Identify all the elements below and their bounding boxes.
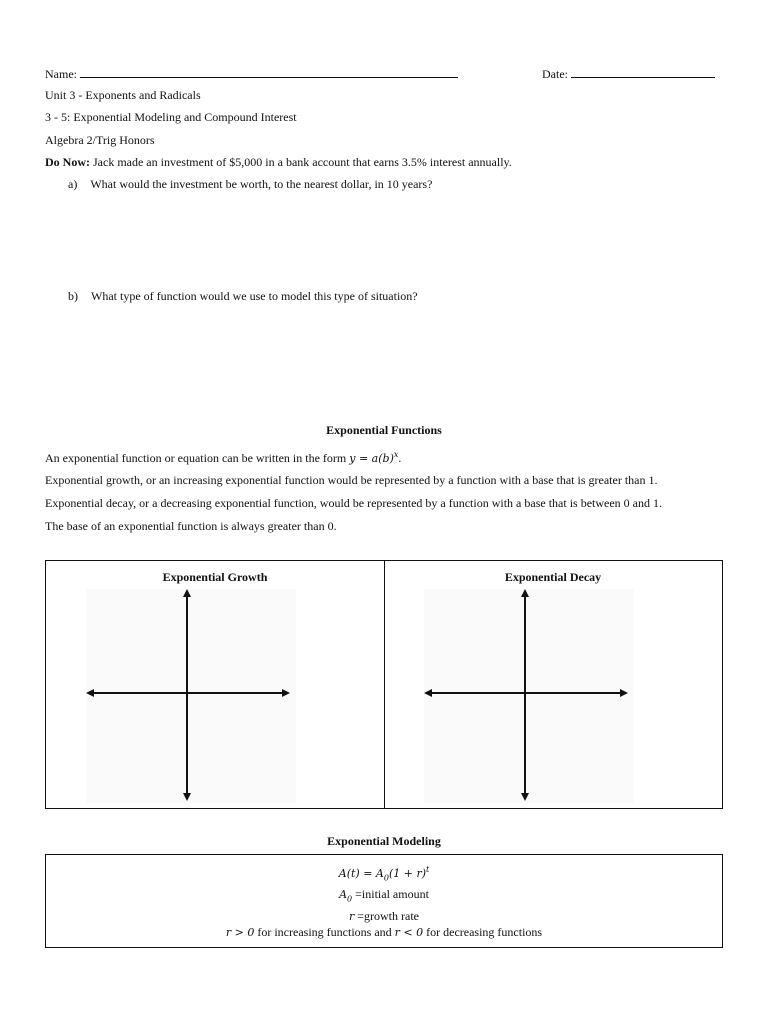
r-definition	[46, 909, 722, 924]
question-a	[68, 177, 432, 192]
a0-definition	[46, 887, 722, 903]
question-b-text: What type of function would we use to model this type of situation?	[91, 289, 418, 303]
question-a-letter: a)	[68, 177, 78, 191]
exp-decay-text: Exponential decay, or a decreasing exponential function, would be represented by a function with a base that is between 0 and 1.	[45, 496, 663, 510]
formula-sub: 0	[383, 873, 389, 883]
date-field[interactable]	[571, 65, 715, 78]
exp-form-formula: y = a(b)	[349, 452, 394, 465]
cond-decreasing-text: for decreasing functions	[426, 925, 543, 939]
r-conditions	[46, 925, 722, 940]
graph-panels	[45, 560, 723, 809]
name-row	[45, 65, 458, 82]
panel-divider	[384, 561, 385, 808]
exp-growth-text: Exponential growth, or an increasing exponential function would be represented by a function with a base that is greater than 1.	[45, 473, 658, 487]
growth-axes	[86, 589, 296, 803]
cond-decreasing: r < 0	[394, 926, 424, 939]
date-label: Date:	[542, 67, 568, 81]
exp-base-text: The base of an exponential function is always greater than 0.	[45, 519, 337, 533]
a0-text: =initial amount	[355, 887, 429, 901]
exp-modeling-heading: Exponential Modeling	[327, 834, 441, 848]
course-title: Algebra 2/Trig Honors	[45, 133, 155, 147]
do-now-text: Jack made an investment of $5,000 in a bank account that earns 3.5% interest annually.	[93, 155, 512, 169]
exp-functions-heading: Exponential Functions	[326, 423, 442, 437]
formula-exp: t	[426, 865, 430, 874]
question-a-text: What would the investment be worth, to the nearest dollar, in 10 years?	[90, 177, 433, 191]
exp-form-exponent: x	[393, 450, 399, 459]
decay-graph-title: Exponential Decay	[504, 570, 602, 584]
growth-graph-title: Exponential Growth	[162, 570, 268, 584]
a0-sub: 0	[347, 894, 353, 904]
r-text: =growth rate	[357, 909, 419, 923]
question-b-letter: b)	[68, 289, 78, 303]
r-symbol: r	[348, 910, 355, 923]
date-row	[542, 65, 715, 82]
decay-axes	[424, 589, 634, 803]
compound-formula	[46, 865, 722, 882]
name-label: Name:	[45, 67, 77, 81]
cond-increasing: r > 0	[225, 926, 255, 939]
formula-rhs: (1 + r)	[388, 867, 427, 880]
modeling-box	[45, 854, 723, 948]
a0-symbol: A	[339, 888, 348, 901]
name-field[interactable]	[80, 65, 458, 78]
exp-definition-period: .	[398, 451, 402, 465]
unit-title: Unit 3 - Exponents and Radicals	[45, 88, 201, 102]
cond-increasing-text: for increasing functions and	[257, 925, 392, 939]
exp-definition-line	[45, 450, 401, 466]
formula-lhs: A(t) = A	[338, 867, 384, 880]
growth-graph-area	[86, 589, 296, 803]
do-now-label: Do Now:	[45, 155, 90, 169]
lesson-title: 3 - 5: Exponential Modeling and Compound Interest	[45, 110, 297, 124]
do-now	[45, 155, 512, 170]
decay-graph-area	[424, 589, 634, 803]
question-b	[68, 289, 418, 304]
exp-definition-text: An exponential function or equation can be written in the form	[45, 451, 347, 465]
